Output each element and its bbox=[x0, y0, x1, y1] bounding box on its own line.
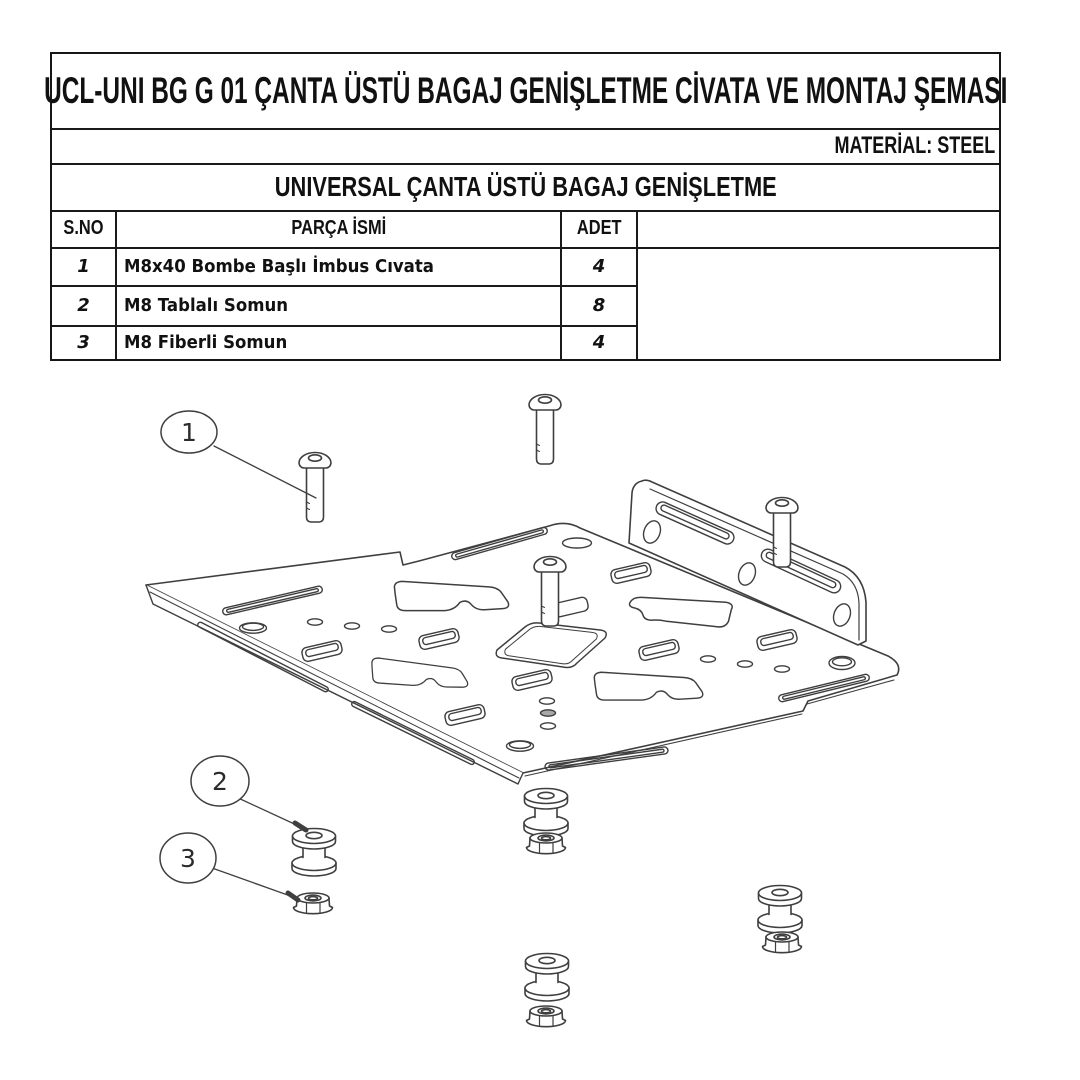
leader-arrow bbox=[295, 823, 306, 830]
sheet-title: UCL-UNI BG G 01 ÇANTA ÜSTÜ BAGAJ GENİŞLETME CİVATA VE MONTAJ ŞEMASI bbox=[43, 70, 1008, 111]
row-qty: 4 bbox=[592, 331, 606, 353]
balloon-3 bbox=[160, 833, 298, 900]
flanged-sleeve-nuts bbox=[292, 789, 802, 1002]
row-no: 2 bbox=[77, 294, 90, 316]
row-no: 3 bbox=[77, 331, 90, 353]
col-header-qty: ADET bbox=[576, 217, 622, 239]
row-qty: 8 bbox=[592, 294, 606, 316]
row-part-name: M8 Tablalı Somun bbox=[124, 294, 289, 316]
material-label: MATERİAL: STEEL bbox=[834, 131, 995, 159]
row-part-name: M8 Fiberli Somun bbox=[124, 331, 288, 353]
leader-line bbox=[212, 868, 296, 898]
leader-line bbox=[214, 446, 316, 498]
col-header-sno: S.NO bbox=[63, 217, 104, 239]
row-no: 1 bbox=[77, 255, 90, 277]
leader-arrow bbox=[288, 893, 298, 900]
bolt-m8x40 bbox=[529, 395, 561, 465]
balloon-label: 2 bbox=[212, 767, 228, 796]
col-header-name: PARÇA İSMİ bbox=[291, 217, 386, 239]
product-subtitle: UNIVERSAL ÇANTA ÜSTÜ BAGAJ GENİŞLETME bbox=[274, 170, 777, 202]
bolt-m8x40 bbox=[299, 453, 331, 523]
row-part-name: M8x40 Bombe Başlı İmbus Cıvata bbox=[124, 255, 434, 277]
balloon-label: 3 bbox=[180, 844, 196, 873]
balloon-2 bbox=[191, 756, 306, 830]
row-qty: 4 bbox=[592, 255, 606, 277]
balloon-label: 1 bbox=[181, 418, 197, 447]
balloon-1 bbox=[161, 411, 316, 498]
